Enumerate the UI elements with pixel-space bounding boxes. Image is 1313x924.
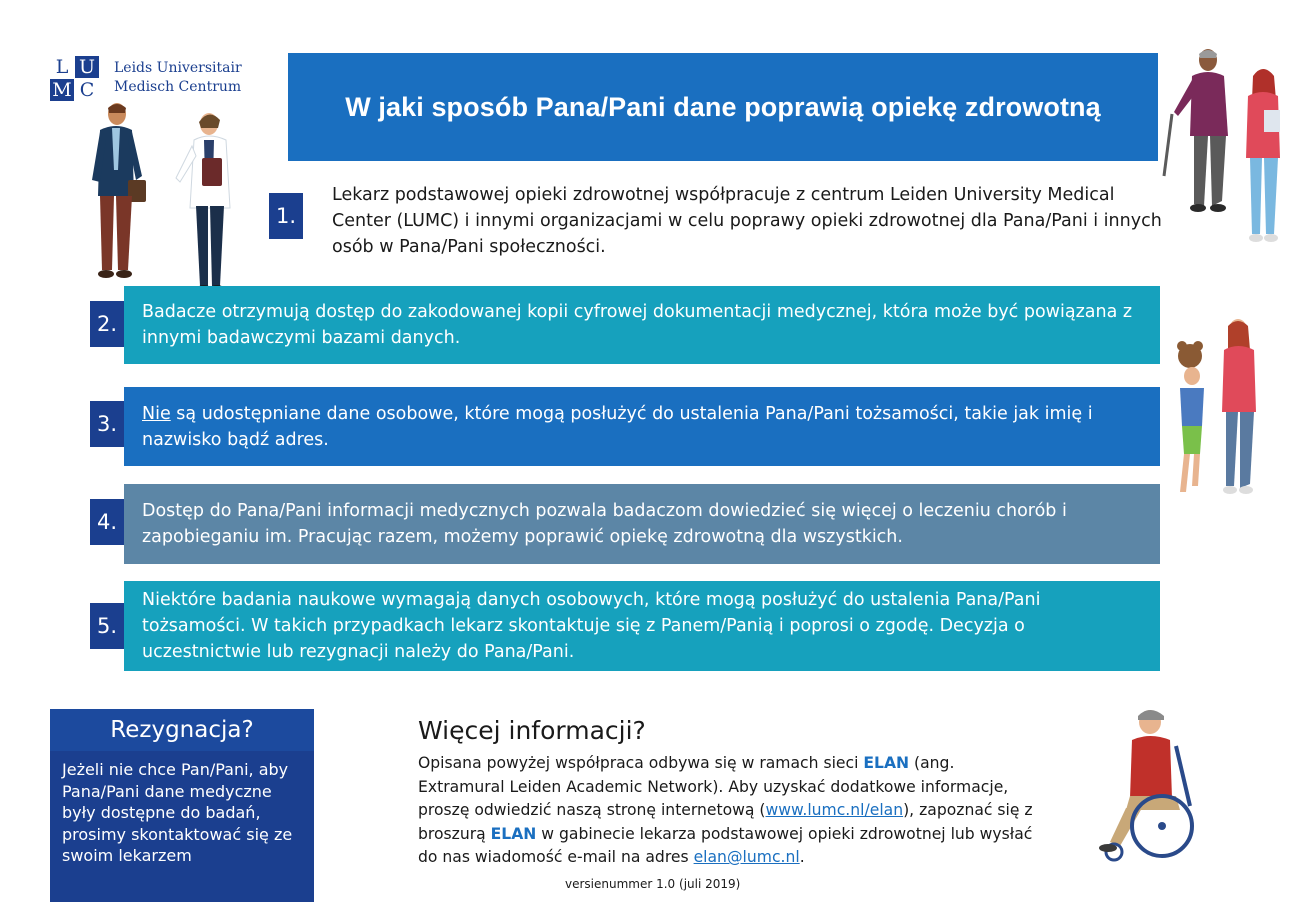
item-band-4 xyxy=(124,484,1160,564)
item-text-4: Dostęp do Pana/Pani informacji medycznych pozwala badaczom dowiedzieć się więcej o leczeniu chorób i zapobieganiu im. Pracując razem, możemy poprawić opiekę zdrowotną dla wszystkich. xyxy=(142,501,1067,547)
item-text-5: Niektóre badania naukowe wymagają danych osobowych, które mogą posłużyć do ustalenia Pana/Pani tożsamości. W takich przypadkach lekarz skontaktuje się z Panem/Panią i poprosi o zgodę. Decyzja o uczestnictwie lub rezygnacji należy do Pana/Pani. xyxy=(142,590,1041,662)
item-text-3-emphasis: Nie xyxy=(142,403,171,424)
logo-letter-c: C xyxy=(79,79,95,101)
more-info-text-3: ), zapoznać się z broszurą xyxy=(418,801,1033,843)
lumc-logo xyxy=(50,56,270,102)
item-band-2 xyxy=(124,286,1160,364)
more-info-text-5: . xyxy=(799,848,805,866)
more-info-text-1: Opisana powyżej współpraca odbywa się w ramach sieci xyxy=(418,754,864,772)
item-band-3 xyxy=(124,387,1160,466)
item-number-3: 3. xyxy=(90,401,124,447)
item-text-1: Lekarz podstawowej opieki zdrowotnej współpracuje z centrum Leiden University Medical Center (LUMC) i innymi organizacjami w celu poprawy opieki zdrowotnej dla Pana/Pani i innych osób w Pana/Pani społeczności. xyxy=(332,185,1162,257)
website-link[interactable]: www.lumc.nl/elan xyxy=(765,801,904,819)
version-label: versienummer 1.0 (juli 2019) xyxy=(565,877,741,891)
item-number-2: 2. xyxy=(90,301,124,347)
logo-letter-m: M xyxy=(50,79,74,101)
logo-letter-u: U xyxy=(75,56,99,78)
elan-highlight-1: ELAN xyxy=(863,754,910,772)
logo-line-2: Medisch Centrum xyxy=(114,79,242,95)
optout-heading: Rezygnacja? xyxy=(50,709,314,751)
email-link[interactable]: elan@lumc.nl xyxy=(693,848,800,866)
logo-letter-l: L xyxy=(55,56,69,78)
item-number-5: 5. xyxy=(90,603,124,649)
more-info-text-4: w gabinecie lekarza podstawowej opieki zdrowotnej lub wysłać do nas wiadomość e-mail na adres xyxy=(418,824,1033,866)
item-text-3-body: są udostępniane dane osobowe, które mogą posłużyć do ustalenia Pana/Pani tożsamości, takie jak imię i nazwisko bądź adres. xyxy=(142,403,1093,450)
item-text-3 xyxy=(142,401,1146,453)
mother-child-illustration xyxy=(1168,316,1268,506)
lumc-logo-mark xyxy=(50,56,100,102)
page-title: W jaki sposób Pana/Pani dane poprawią opiekę zdrowotną xyxy=(345,91,1101,122)
item-band-5 xyxy=(124,581,1160,671)
doctor-patient-illustration xyxy=(84,100,244,295)
logo-line-1: Leids Universitair xyxy=(114,60,242,76)
wheelchair-user-illustration xyxy=(1080,706,1210,866)
more-info-body xyxy=(418,752,1033,870)
item-number-4: 4. xyxy=(90,499,124,545)
elderly-couple-illustration xyxy=(1160,46,1290,246)
elan-highlight-2: ELAN xyxy=(490,824,537,843)
title-banner xyxy=(288,53,1158,161)
more-info-heading: Więcej informacji? xyxy=(418,716,646,745)
item-number-1: 1. xyxy=(269,193,303,239)
logo-wordmark xyxy=(114,59,242,97)
more-info-text-2: (ang. Extramural Leiden Academic Network). Aby uzyskać dodatkowe informacje, proszę odwiedzić naszą stronę internetową ( xyxy=(418,754,1009,819)
optout-body: Jeżeli nie chce Pan/Pani, aby Pana/Pani dane medyczne były dostępne do badań, prosimy skontaktować się ze swoim lekarzem xyxy=(62,760,293,865)
item-text-2: Badacze otrzymują dostęp do zakodowanej kopii cyfrowej dokumentacji medycznej, która może być powiązana z innymi badawczymi bazami danych. xyxy=(142,302,1133,348)
optout-box xyxy=(50,709,314,902)
